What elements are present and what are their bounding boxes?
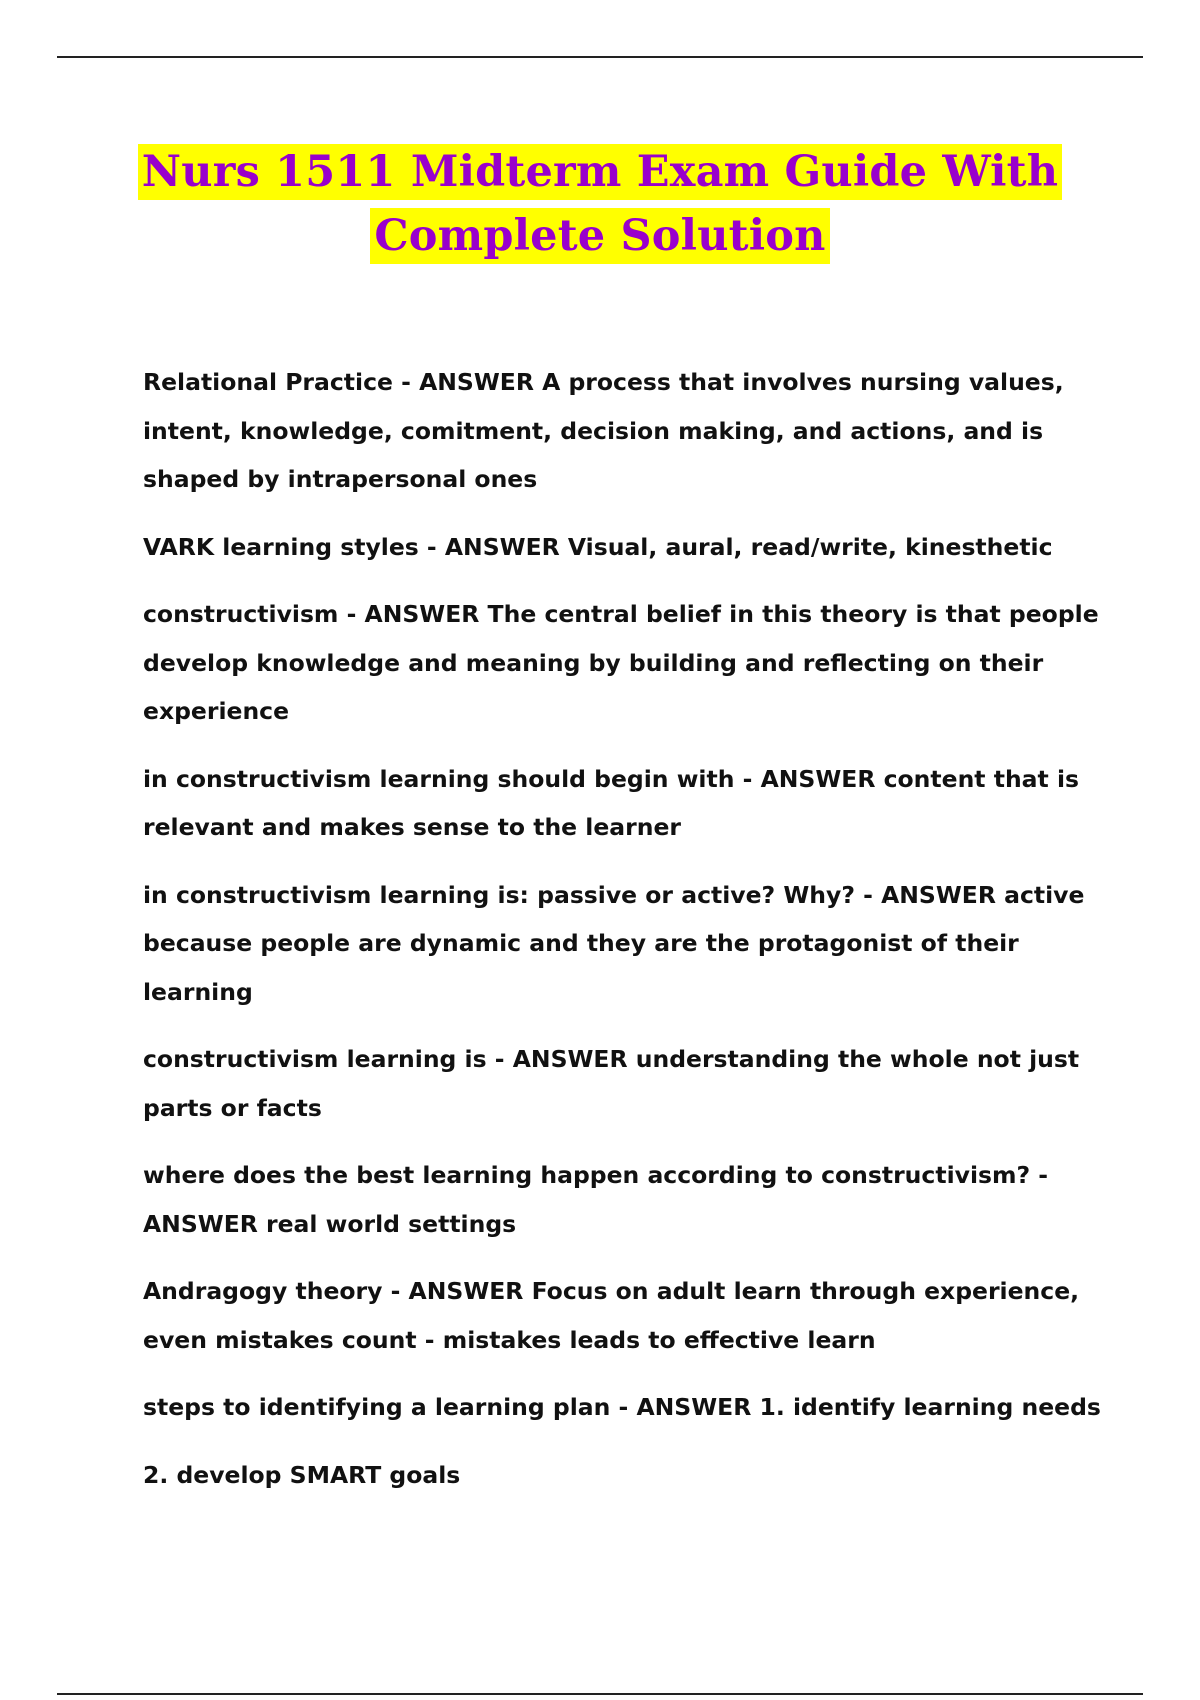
qa-entry: in constructivism learning should begin with - ANSWER content that is relevant and makes sense to the learner [143, 764, 1079, 841]
title-line-2: Complete Solution [370, 208, 829, 264]
qa-entry: VARK learning styles - ANSWER Visual, aural, read/write, kinesthetic [143, 532, 1053, 561]
title-line-1: Nurs 1511 Midterm Exam Guide With [138, 144, 1062, 200]
qa-entry: Relational Practice - ANSWER A process that involves nursing values, intent, knowledge, comitment, decision making, and actions, and is shaped by intrapersonal ones [143, 368, 1064, 493]
qa-entry: steps to identifying a learning plan - ANSWER 1. identify learning needs [143, 1393, 1101, 1421]
top-rule [57, 56, 1143, 58]
qa-entry: 2. develop SMART goals [143, 1460, 461, 1489]
qa-entry: Andragogy theory - ANSWER Focus on adult learn through experience, even mistakes count - mistakes leads to effective learn [143, 1277, 1080, 1354]
qa-entry: constructivism learning is - ANSWER understanding the whole not just parts or facts [143, 1045, 1080, 1122]
qa-entry: where does the best learning happen according to constructivism? - ANSWER real world settings [143, 1161, 1049, 1238]
qa-list [143, 358, 1103, 1518]
bottom-rule [57, 1693, 1143, 1695]
qa-entry: constructivism - ANSWER The central belief in this theory is that people develop knowledge and meaning by building and reflecting on their experience [143, 600, 1099, 725]
document-title [0, 140, 1200, 268]
qa-entry: in constructivism learning is: passive or active? Why? - ANSWER active because people are dynamic and they are the protagonist of their learning [143, 880, 1085, 1006]
